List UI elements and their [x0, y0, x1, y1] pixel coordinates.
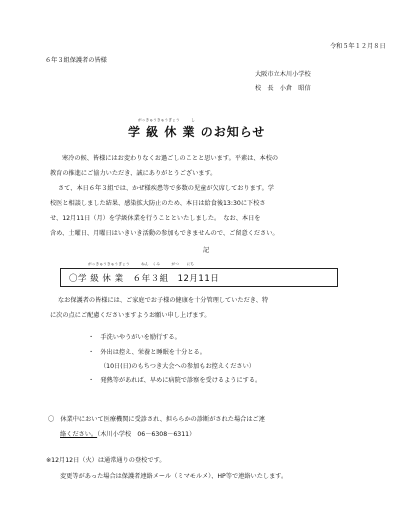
sender-principal: 校 長 小倉 昭信: [255, 85, 311, 92]
body-line: さて、本日６年３組では、かぜ様疾患等で多数の児童が欠席しております。学: [58, 185, 274, 192]
bullet-item: ・ 外出は控え、栄養と睡眠を十分とる。: [88, 349, 206, 356]
closure-summary: 〇学 級 休 業 ６年３組 12月11日: [69, 274, 220, 284]
closure-summary-box: [60, 268, 338, 287]
recipient: ６年３組保護者の皆様: [45, 57, 107, 64]
page-title: 学 級 休 業 のお知らせ: [128, 125, 266, 139]
body-line: 校医と相談しました結果、感染拡大防止のため、本日は給食後13:30に下校さ: [50, 200, 266, 207]
box-ruby: がっきゅうきゅうぎょう ねん くみ がつ にち: [88, 262, 195, 266]
notice-line-2: [60, 431, 195, 439]
body-line: 含め、土曜日、月曜日はいきいき活動の参加もできませんので、ご留意ください。: [50, 230, 279, 237]
bullet-note: （10日(日)のもちつき大会への参加もお控えください）: [100, 363, 255, 370]
footnote-line: 変更等があった場合は保護者連絡メール（ミマモルメ）、HP等で連絡いたします。: [60, 473, 288, 480]
notice-line: 〇 休業中において医療機関に受診され、担ららかの診断がされた場合はご連: [48, 416, 265, 423]
ki-label: 記: [203, 247, 210, 254]
body-line: 寒冷の候、皆様にはお変わりなくお過ごしのことと思います。平素は、本校の: [62, 155, 279, 162]
title-ruby: がっきゅうきゅうぎょう し: [138, 118, 195, 122]
request-line: なお保護者の皆様には、ご家庭でお子様の健康を十分管理していただき、特: [58, 297, 269, 304]
sender-school: 大阪市立木川小学校: [255, 71, 311, 78]
issue-date: 令和５年１２月８日: [330, 43, 386, 50]
notice-underlined: 絡ください。: [60, 431, 98, 438]
school-phone: （木川小学校 06－6308－6311）: [97, 431, 196, 438]
bullet-item: ・ 発熱等があれば、早めに病院で診察を受けるようにする。: [88, 377, 262, 384]
request-line: に次の点にご配慮くださいますようお願い申し上げます。: [50, 312, 211, 319]
bullet-item: ・ 手洗いやうがいを励行する。: [88, 334, 181, 341]
body-line: せ、12月11日（月）を学級休業を行うことといたしました。 なお、本日を: [50, 215, 261, 222]
body-line: 教育の推進にご協力いただき、誠にありがとうございます。: [50, 170, 217, 177]
footnote-line: ※12月12日（火）は通常通りの登校です。: [46, 457, 166, 464]
